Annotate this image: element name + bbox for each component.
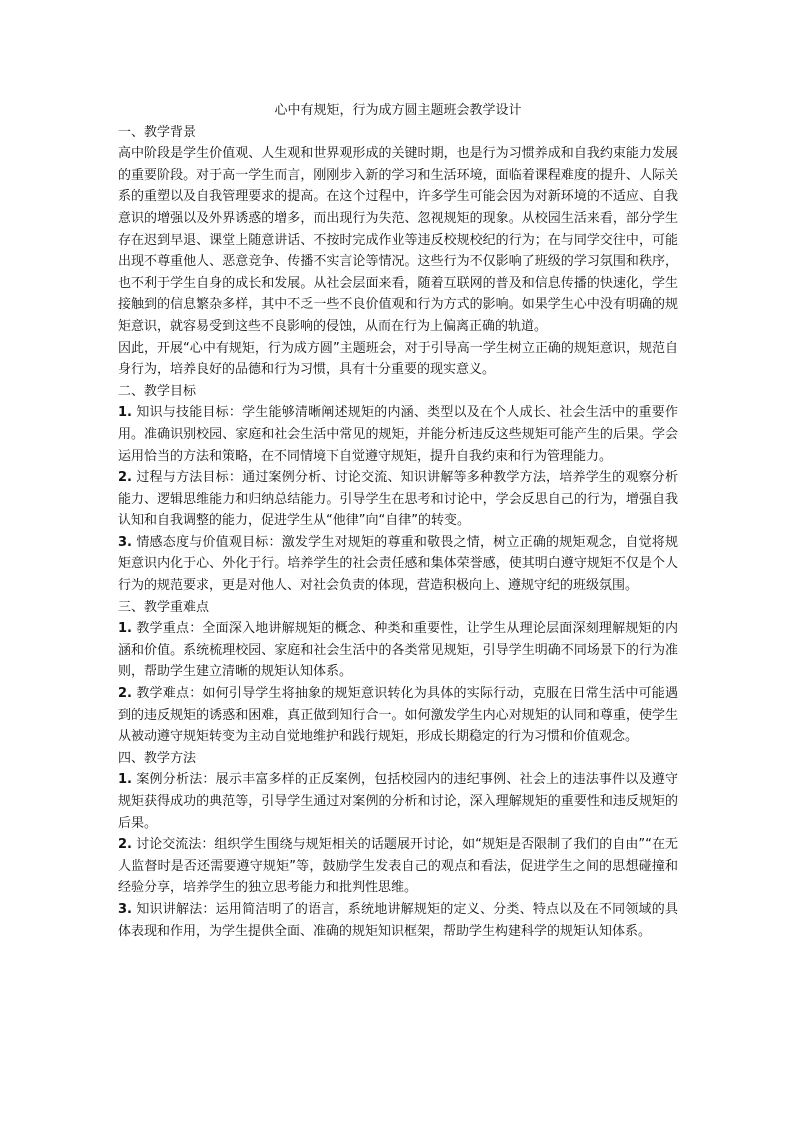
item-text: 案例分析法：展示丰富多样的正反案例，包括校园内的违纪事例、社会上的违法事件以及遵守规矩获得成功的典范等，引导学生通过对案例的分析和讨论，深入理解规矩的重要性和违反规矩的后果。 <box>118 772 678 831</box>
item-number: 1. <box>118 405 132 421</box>
item-number: 1. <box>118 772 132 788</box>
item-text: 过程与方法目标：通过案例分析、讨论交流、知识讲解等多种教学方法，培养学生的观察分析能力、逻辑思维能力和归纳总结能力。引导学生在思考和讨论中，学会反思自己的行为，增强自我认知和自我调整的能力，促进学生从“他律”向“自律”的转变。 <box>118 470 678 529</box>
item-number: 2. <box>118 686 132 702</box>
paragraph: 高中阶段是学生价值观、人生观和世界观形成的关键时期，也是行为习惯养成和自我约束能力发展的重要阶段。对于高一学生而言，刚刚步入新的学习和生活环境，面临着课程难度的提升、人际关系的重塑以及自我管理要求的提高。在这个过程中，许多学生可能会因为对新环境的不适应、自我意识的增强以及外界诱惑的增多，而出现行为失范、忽视规矩的现象。从校园生活来看，部分学生存在迟到早退、课堂上随意讲话、不按时完成作业等违反校规校纪的行为；在与同学交往中，可能出现不尊重他人、恶意竞争、传播不实言论等情况。这些行为不仅影响了班级的学习氛围和秩序，也不利于学生自身的成长和发展。从社会层面来看，随着互联网的普及和信息传播的快速化，学生接触到的信息繁杂多样，其中不乏一些不良价值观和行为方式的影响。如果学生心中没有明确的规矩意识，就容易受到这些不良影响的侵蚀，从而在行为上偏离正确的轨道。 <box>118 146 678 334</box>
item-number: 3. <box>118 901 132 917</box>
item-text: 教学重点：全面深入地讲解规矩的概念、种类和重要性，让学生从理论层面深刻理解规矩的内涵和价值。系统梳理校园、家庭和社会生活中的各类常见规矩，引导学生明确不同场景下的行为准则，帮助学生建立清晰的规矩认知体系。 <box>118 621 678 680</box>
list-item <box>118 834 678 899</box>
item-number: 2. <box>118 470 132 486</box>
list-item <box>118 618 678 683</box>
list-item <box>118 532 678 597</box>
item-number: 2. <box>118 837 132 853</box>
section-heading: 四、教学方法 <box>118 750 197 766</box>
section-heading: 一、教学背景 <box>118 124 197 140</box>
section-heading: 三、教学重难点 <box>118 599 210 615</box>
section-methods <box>118 748 678 942</box>
item-text: 知识讲解法：运用简洁明了的语言，系统地讲解规矩的定义、分类、特点以及在不同领域的具体表现和作用，为学生提供全面、准确的规矩知识框架，帮助学生构建科学的规矩认知体系。 <box>118 901 678 939</box>
paragraph: 因此，开展“心中有规矩，行为成方圆”主题班会，对于引导高一学生树立正确的规矩意识，规范自身行为，培养良好的品德和行为习惯，具有十分重要的现实意义。 <box>118 340 678 378</box>
item-number: 1. <box>118 621 132 637</box>
item-text: 教学难点：如何引导学生将抽象的规矩意识转化为具体的实际行动，克服在日常生活中可能遇到的违反规矩的诱惑和困难，真正做到知行合一。如何激发学生内心对规矩的认同和尊重，使学生从被动遵守规矩转变为主动自觉地维护和践行规矩，形成长期稳定的行为习惯和价值观念。 <box>118 686 678 745</box>
section-objectives <box>118 381 678 597</box>
section-heading: 二、教学目标 <box>118 383 197 399</box>
document-page <box>118 100 678 942</box>
item-text: 情感态度与价值观目标：激发学生对规矩的尊重和敬畏之情，树立正确的规矩观念，自觉将规矩意识内化于心、外化于行。培养学生的社会责任感和集体荣誉感，使其明白遵守规矩不仅是个人行为的规范要求，更是对他人、对社会负责的体现，营造积极向上、遵规守纪的班级氛围。 <box>118 534 678 594</box>
section-key-points <box>118 597 678 748</box>
list-item <box>118 769 678 834</box>
item-text: 讨论交流法：组织学生围绕与规矩相关的话题展开讨论，如“规矩是否限制了我们的自由”“在无人监督时是否还需要遵守规矩”等，鼓励学生发表自己的观点和看法，促进学生之间的思想碰撞和经验分享，培养学生的独立思考能力和批判性思维。 <box>118 837 678 896</box>
list-item <box>118 683 678 748</box>
list-item <box>118 467 678 532</box>
item-text: 知识与技能目标：学生能够清晰阐述规矩的内涵、类型以及在个人成长、社会生活中的重要作用。准确识别校园、家庭和社会生活中常见的规矩，并能分析违反这些规矩可能产生的后果。学会运用恰当的方法和策略，在不同情境下自觉遵守规矩，提升自我约束和行为管理能力。 <box>118 405 678 464</box>
section-background <box>118 122 678 381</box>
list-item <box>118 899 678 942</box>
document-title: 心中有规矩，行为成方圆主题班会教学设计 <box>274 103 522 118</box>
item-number: 3. <box>118 534 132 550</box>
list-item <box>118 402 678 467</box>
